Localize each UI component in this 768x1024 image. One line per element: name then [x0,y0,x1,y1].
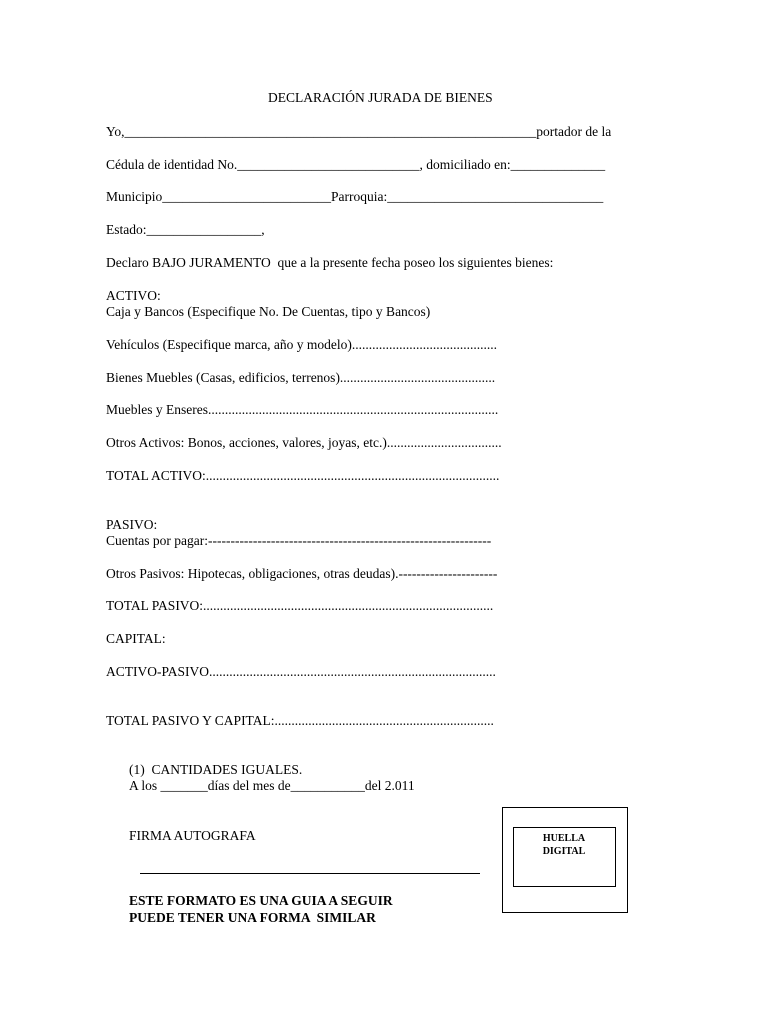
declaro-line: Declaro BAJO JURAMENTO que a la presente fecha poseo los siguientes bienes: [106,255,554,270]
total-activo-line: TOTAL ACTIVO:....................................................................................... [106,468,500,483]
vehiculos-line: Vehículos (Especifique marca, año y modelo)........................................... [106,337,498,352]
estado-line: Estado:_________________, [106,222,265,237]
municipio-line: Municipio_________________________Parroquia:________________________________ [106,189,604,204]
total-pasivo-capital-line: TOTAL PASIVO Y CAPITAL:................................................................. [106,713,494,728]
document-title: DECLARACIÓN JURADA DE BIENES [268,90,493,105]
yo-line: Yo,_____________________________________________________________portador de la [106,124,612,139]
activo-heading: ACTIVO: [106,288,161,303]
pasivo-heading: PASIVO: [106,517,158,532]
cuentas-pagar-line: Cuentas por pagar:--------------------------------------------------------------- [106,533,492,548]
total-pasivo-line: TOTAL PASIVO:...................................................................................... [106,598,494,613]
caja-bancos-line: Caja y Bancos (Especifique No. De Cuentas, tipo y Bancos) [106,304,431,319]
bienes-muebles-line: Bienes Muebles (Casas, edificios, terrenos).............................................. [106,370,496,385]
activo-pasivo-line: ACTIVO-PASIVO..................................................................................... [106,664,496,679]
date-line: A los _______días del mes de___________del 2.011 [129,778,415,793]
firma-autografa-label: FIRMA AUTOGRAFA [129,828,256,843]
otros-activos-line: Otros Activos: Bonos, acciones, valores, joyas, etc.).................................. [106,435,502,450]
otros-pasivos-line: Otros Pasivos: Hipotecas, obligaciones, otras deudas).---------------------- [106,566,498,581]
guia-note-line-2: PUEDE TENER UNA FORMA SIMILAR [129,910,376,925]
capital-heading: CAPITAL: [106,631,166,646]
cantidades-iguales-note: (1) CANTIDADES IGUALES. [129,762,303,777]
guia-note-line-1: ESTE FORMATO ES UNA GUIA A SEGUIR [129,893,393,908]
muebles-enseres-line: Muebles y Enseres...................................................................................... [106,402,499,417]
huella-digital-label: HUELLA DIGITAL [542,833,586,857]
signature-line [140,873,480,874]
cedula-line: Cédula de identidad No.___________________________, domiciliado en:______________ [106,157,606,172]
